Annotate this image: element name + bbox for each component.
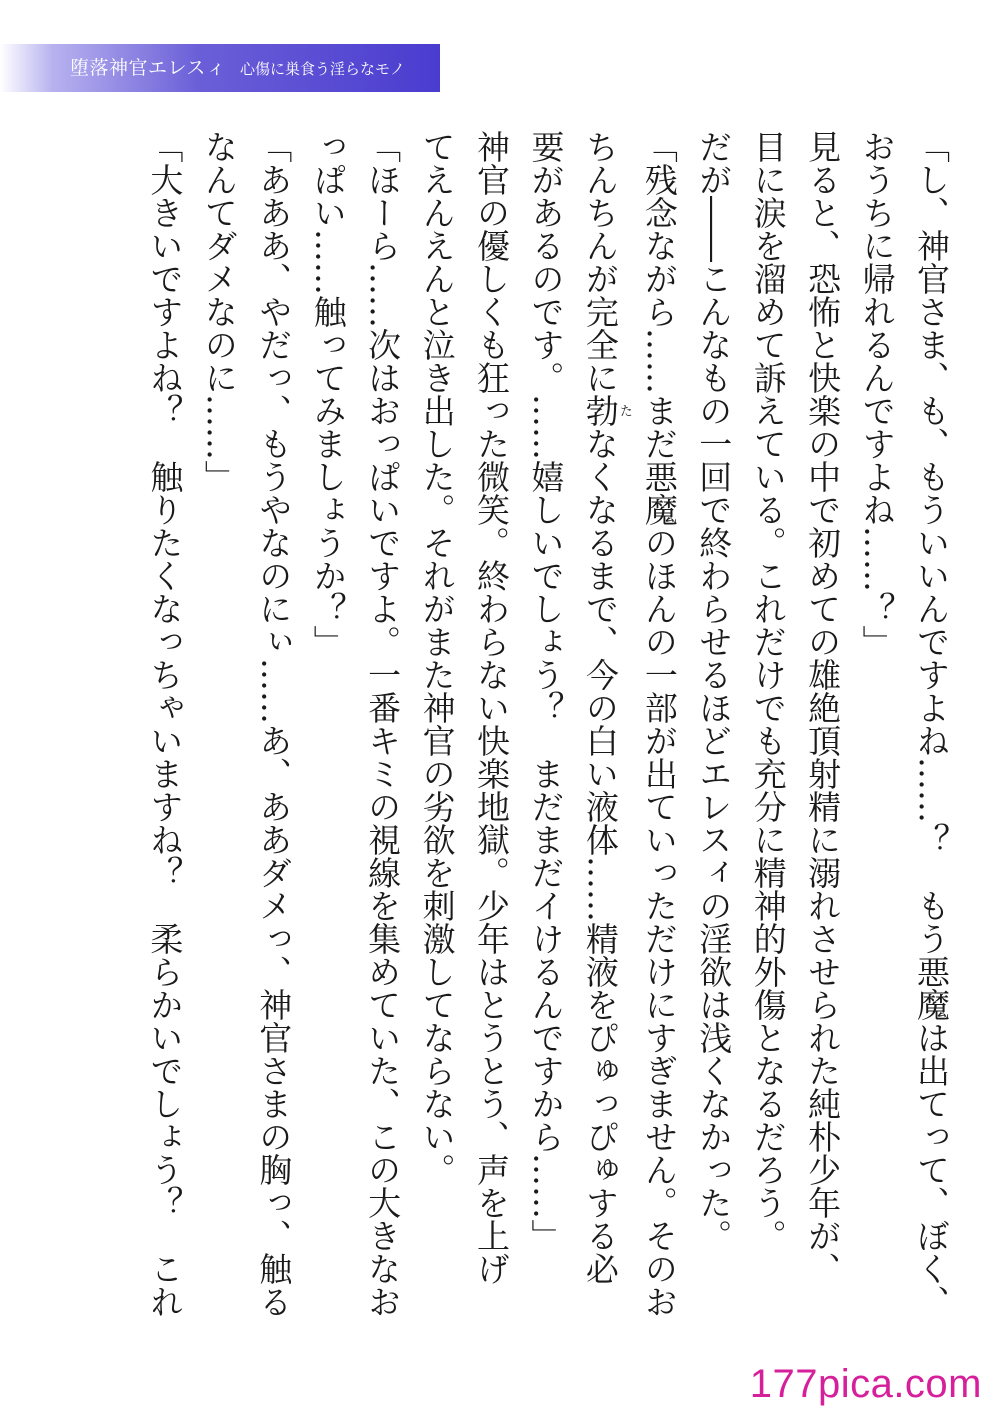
running-header — [70, 44, 405, 92]
text-line-13: 「あああ、やだっ、もうやなのにぃ……あ、ああダメっ、神官さまの胸っ、触る — [254, 130, 294, 1318]
text-line-14: なんてダメなのに……」 — [199, 130, 239, 493]
text-line-5: だが――こんなもの一回で終わらせるほどエレスィの淫欲は浅くなかった。 — [694, 130, 734, 1252]
text-line-2: おうちに帰れるんですよね……？」 — [857, 130, 897, 658]
text-line-4: 目に涙を溜めて訴えている。これだけでも充分に精神的外傷となるだろう。 — [748, 130, 788, 1252]
body-text — [78, 130, 958, 1355]
watermark: 177pica.com — [749, 1362, 982, 1406]
text-line-10: てえんえんと泣き出した。それがまた神官の劣欲を刺激してならない。 — [417, 130, 457, 1186]
text-line-15: 「大きいですよね？ 触りたくなっちゃいますね？ 柔らかいでしょう？ これ — [145, 130, 185, 1318]
furigana-word — [580, 394, 632, 427]
book-title: 堕落神官エレスィ — [70, 57, 227, 79]
text-line-7-end: なくなるまで、今の白い液体……精液をぴゅっぴゅする必 — [580, 427, 620, 1285]
text-line-3: 見ると、恐怖と快楽の中で初めての雄絶頂射精に溺れさせられた純朴少年が、 — [803, 130, 843, 1285]
furigana-reading: た — [616, 394, 632, 427]
chapter-subtitle: 心傷に巣食う淫らなモノ — [240, 60, 405, 78]
text-line-12: っぱい……触ってみましょうか？」 — [308, 130, 348, 658]
text-line-6: 「残念ながら……まだ悪魔のほんの一部が出ていっただけにすぎません。そのお — [639, 130, 679, 1318]
text-line-11: 「ほーら……次はおっぱいですよ。一番キミの視線を集めていた、この大きなお — [363, 130, 403, 1318]
text-line-7 — [572, 130, 631, 1355]
text-line-1: 「し、神官さま、も、もういいんですよね……？ もう悪魔は出てって、ぼく、 — [912, 130, 951, 1318]
text-line-9: 神官の優しくも狂った微笑。終わらない快楽地獄。少年はとうとう、声を上げ — [472, 130, 511, 1285]
text-line-8: 要があるのです。……嬉しいでしょう？ まだまだイけるんですから……」 — [526, 130, 566, 1252]
text-line-7-start: ちんちんが完全に — [580, 130, 620, 394]
furigana-base: 勃 — [580, 394, 620, 427]
header-bar — [0, 44, 440, 92]
